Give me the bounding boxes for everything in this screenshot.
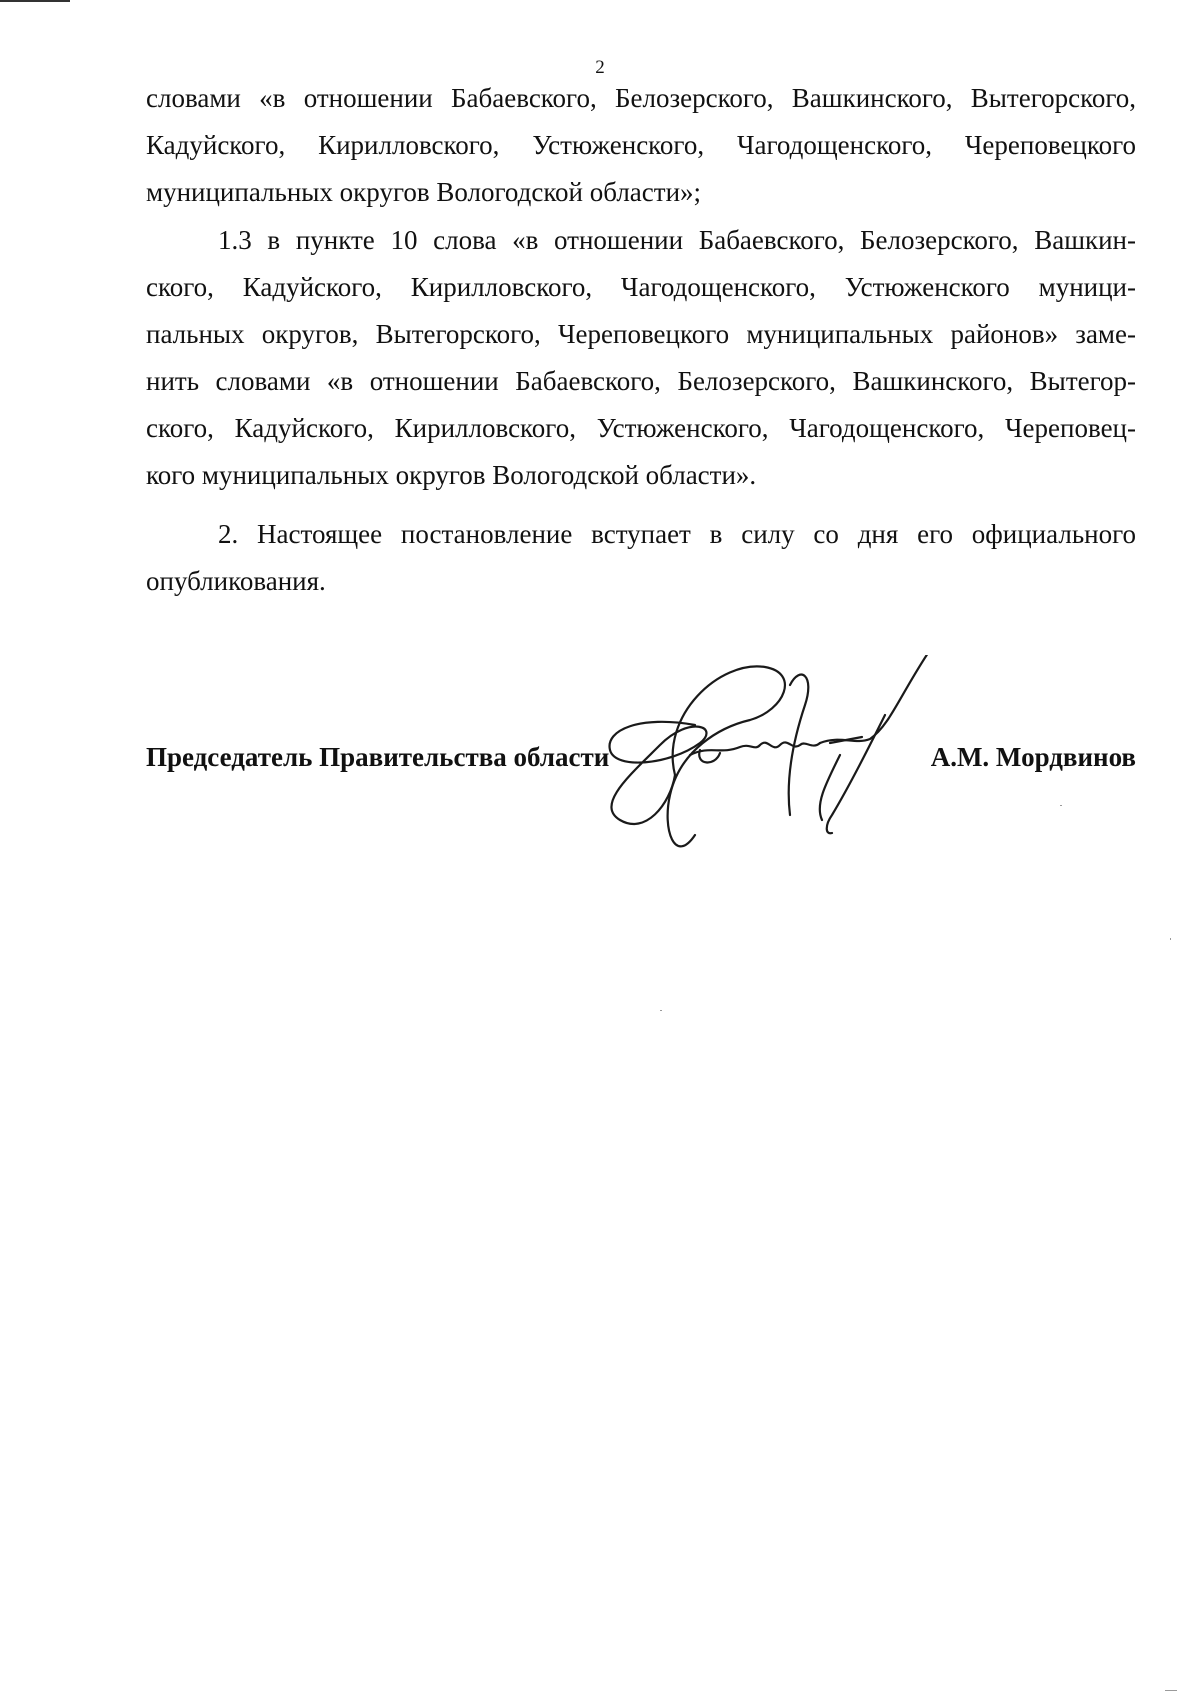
paragraph-line: муниципальных округов Вологодской области»; [146,177,702,207]
paragraph-line: пальных округов, Вытегорского, Череповецкого муниципальных районов» заме- [146,319,1136,349]
paragraph-line: нить словами «в отношении Бабаевского, Белозерского, Вашкинского, Вытегор- [146,366,1136,396]
handwritten-signature [600,655,960,865]
page-number: 2 [595,57,605,78]
paragraph-line: ского, Кадуйского, Кирилловского, Чагодощенского, Устюженского муници- [146,272,1136,302]
paragraph-line: 1.3 в пункте 10 слова «в отношении Бабаевского, Белозерского, Вашкин- [218,225,1136,255]
paragraph-line: Кадуйского, Кирилловского, Устюженского, Чагодощенского, Череповецкого [146,130,1136,160]
paragraph-line: 2. Настоящее постановление вступает в силу со дня его официального [218,519,1136,549]
paragraph-line: опубликования. [146,566,326,596]
paragraph-3 [146,511,1136,605]
scan-edge-mark [0,0,70,2]
paragraph-line: ского, Кадуйского, Кирилловского, Устюженского, Чагодощенского, Череповец- [146,413,1136,443]
paragraph-1 [146,75,1136,216]
paragraph-line: кого муниципальных округов Вологодской области». [146,460,757,490]
scan-speck [1165,1690,1177,1691]
paragraph-2 [146,217,1136,499]
paragraph-line: словами «в отношении Бабаевского, Белозерского, Вашкинского, Вытегорского, [146,83,1136,113]
scan-speck [1170,938,1171,940]
signatory-name: А.М. Мордвинов [930,742,1136,772]
scan-speck [1060,805,1062,806]
signatory-title: Председатель Правительства области [146,742,610,772]
scan-speck [660,1010,662,1011]
